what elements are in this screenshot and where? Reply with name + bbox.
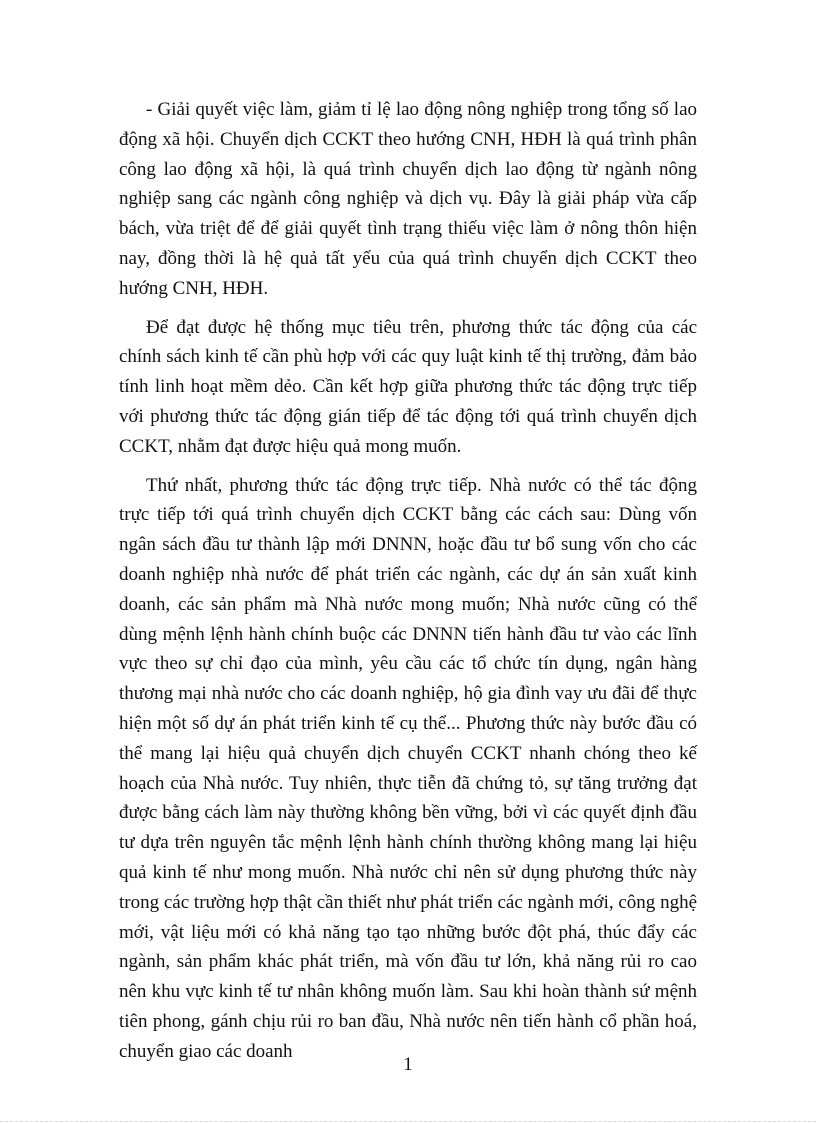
- paragraph-employment: - Giải quyết việc làm, giảm tỉ lệ lao động nông nghiệp trong tổng số lao động xã hội. Chuyển dịch CCKT theo hướng CNH, HĐH là quá trình phân công lao động xã hội, là quá trình chuyển dịch lao động từ ngành nông nghiệp sang các ngành công nghiệp và dịch vụ. Đây là giải pháp vừa cấp bách, vừa triệt để để giải quyết tình trạng thiếu việc làm ở nông thôn hiện nay, đồng thời là hệ quả tất yếu của quá trình chuyển dịch CCKT theo hướng CNH, HĐH.: [119, 99, 697, 299]
- page-number: 1: [403, 1054, 413, 1075]
- body-text: [119, 95, 697, 1075]
- paragraph-policy-methods: Để đạt được hệ thống mục tiêu trên, phương thức tác động của các chính sách kinh tế cần phù hợp với các quy luật kinh tế thị trường, đảm bảo tính linh hoạt mềm dẻo. Cần kết hợp giữa phương thức tác động trực tiếp với phương thức tác động gián tiếp để tác động tới quá trình chuyển dịch CCKT, nhằm đạt được hiệu quả mong muốn.: [119, 316, 697, 457]
- page-bottom-border: [0, 1121, 816, 1122]
- paragraph-direct-method: Thứ nhất, phương thức tác động trực tiếp. Nhà nước có thể tác động trực tiếp tới quá trình chuyển dịch CCKT bằng các cách sau: Dùng vốn ngân sách đầu tư thành lập mới DNNN, hoặc đầu tư bổ sung vốn cho các doanh nghiệp nhà nước để phát triển các ngành, các dự án sản xuất kinh doanh, các sản phẩm mà Nhà nước mong muốn; Nhà nước cũng có thể dùng mệnh lệnh hành chính buộc các DNNN tiến hành đầu tư vào các lĩnh vực theo sự chỉ đạo của mình, yêu cầu các tổ chức tín dụng, ngân hàng thương mại nhà nước cho các doanh nghiệp, hộ gia đình vay ưu đãi để thực hiện một số dự án phát triển kinh tế cụ thể... Phương thức này bước đầu có thể mang lại hiệu quả chuyển dịch chuyển CCKT nhanh chóng theo kế hoạch của Nhà nước. Tuy nhiên, thực tiễn đã chứng tỏ, sự tăng trưởng đạt được bằng cách làm này thường không bền vững, bởi vì các quyết định đầu tư dựa trên nguyên tắc mệnh lệnh hành chính thường không mang lại hiệu quả kinh tế như mong muốn. Nhà nước chỉ nên sử dụng phương thức này trong các trường hợp thật cần thiết như phát triển các ngành mới, công nghệ mới, vật liệu mới có khả năng tạo tạo những bước đột phá, thúc đẩy các ngành, sản phẩm khác phát triển, mà vốn đầu tư lớn, khả năng rủi ro cao nên khu vực kinh tế tư nhân không muốn làm. Sau khi hoàn thành sứ mệnh tiên phong, gánh chịu rủi ro ban đầu, Nhà nước nên tiến hành cổ phần hoá, chuyển giao các doanh: [119, 474, 697, 1062]
